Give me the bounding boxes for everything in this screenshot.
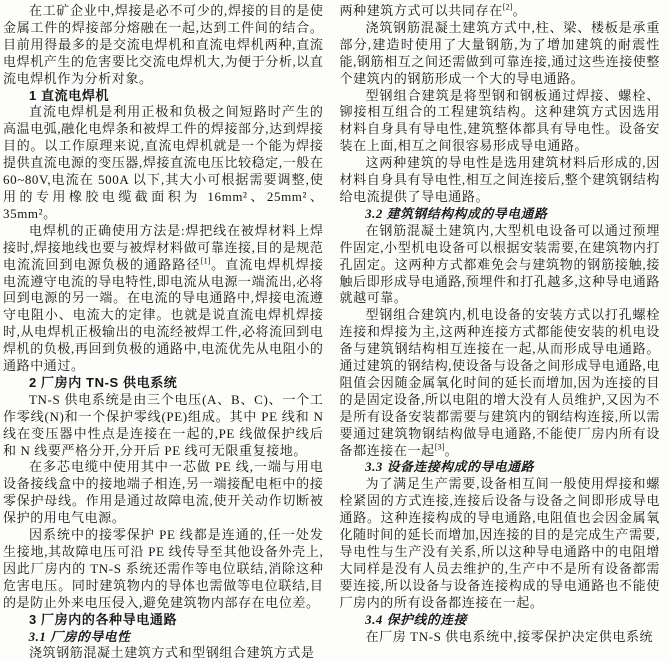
paragraph-building-conductivity-start: 浇筑钢筋混凝土建筑方式和型钢组合建筑方式是 <box>29 645 315 661</box>
reference-marker-3: [3] <box>434 441 445 452</box>
paragraph-embedded-fixing: 在钢筋混凝土建筑内,大型机电设备可以通过预埋件固定,小型机电设备可以根据安装需要,在建筑物内打孔固定。这两种方式都难免会与建筑物的钢筋接触,接触后即形成导电通路,预埋件和打孔越多,这种导电通路就越可靠。 <box>339 222 661 306</box>
paragraph-protective-line-start: 在厂房 TN-S 供电系统中,接零保护决定供电系统 <box>365 628 654 644</box>
paragraph-text: 。直流电焊机焊接电流遵守电流的导电特性,即电流从电源一端流出,必将回到电源的另一端。在电流的导电通路中,焊接电流遵守电阻小、电流大的定律。也就是说直流电焊机焊接时,从电焊机正极输出的电流经被焊工件,必将流回到电焊机的负极,再回到负极的通路中,电流优先从电阻小的通路中通过。 <box>3 256 324 374</box>
paragraph-steel-building: 型钢组合建筑是将型钢和钢板通过焊接、螺栓、铆接相互组合的工程建筑结构。这种建筑方式因选用材料自身具有导电性,建筑整体都具有导电性。设备安装在上面,相互之间很容易形成导电通路。 <box>339 87 660 154</box>
section-heading-1: 1 直流电焊机 <box>29 87 110 103</box>
paragraph-building-conductivity-cont <box>340 3 661 20</box>
paragraph-equipment-connection: 为了满足生产需要,设备相互间一般使用焊接和螺栓紧固的方式连接,连接后设备与设备之间即形成导电通路。这种连接构成的导电通路,电阻值也会因金属氧化随时间的延长而增加,因连接的目的是完成生产需要,导电性与生产没有关系,所以这种导电通路中的电阻增大同样是没有人员去维护的,生产中不是所有设备都需要连接,所以设备与设备连接构成的导电通路也不能使厂房内的所有设备都连接在一起。 <box>339 476 661 610</box>
paragraph-equipotential: 因系统中的接零保护 PE 线都是连通的,任一处发生接地,其故障电压可沿 PE 线传导至其他设备外壳上,因此厂房内的 TN-S 系统还需作等电位联结,消除这种危害电压。同时建筑物内的导体也需做等电位联结,目的是防止外来电压侵入,避免建筑物内部存在电位差。 <box>3 527 324 610</box>
paragraph-welder-usage <box>3 223 324 375</box>
subsection-heading-3-1: 3.1 厂房的导电性 <box>28 629 131 644</box>
paragraph-text: 两种建筑方式可以共同存在 <box>339 3 503 18</box>
reference-marker-1: [1] <box>200 255 211 266</box>
right-column <box>340 3 661 644</box>
paragraph-text: 型钢组合建筑内,机电设备的安装方式以打孔螺栓连接和焊接为主,这两种连接方式都能使安装的机电设备与建筑钢结构相互连接在一起,从而形成导电通路。通过建筑的钢结构,使设备与设备之间形成导电通路,电阻值会因随金属氧化时间的延长而增加,因为连接的目的是固定设备,所以电阻的增大没有人员维护,又因为不是所有设备安装都需要与建筑内的钢结构连接,所以需要通过建筑物钢结构做导电通路,不能使厂房内所有设备都连接在一起 <box>339 307 661 458</box>
subsection-heading-3-4: 3.4 保护线的连接 <box>365 612 468 627</box>
left-column <box>3 3 324 661</box>
section-heading-3: 3 厂房内的各种导电通路 <box>29 611 178 627</box>
subsection-heading-3-2: 3.2 建筑钢结构构成的导电通路 <box>365 206 548 221</box>
paragraph-text: 。 <box>512 3 527 18</box>
paragraph-pe-cable: 在多芯电缆中使用其中一芯做 PE 线,一端与用电设备接线盒中的接地端子相连,另一端接配电柜中的接零保护母线。作用是通过故障电流,使开关动作切断被保护的用电气电源。 <box>3 459 324 526</box>
reference-marker-2: [2] <box>502 1 513 12</box>
paragraph-tns-system: TN-S 供电系统是由三个电压(A、B、C)、一个工作零线(N)和一个保护零线(PE)组成。其中 PE 线和 N 线在变压器中性点是连接在一起的,PE 线做保护线后和 N 线要严格分开,分开后 PE 线可无限重复接地。 <box>3 391 324 458</box>
paragraph-steel-structure-path <box>340 307 661 459</box>
subsection-heading-3-3: 3.3 设备连接构成的导电通路 <box>365 460 535 475</box>
paragraph-both-conductive: 这两种建筑的导电性是选用建筑材料后形成的,因材料自身具有导电性,相互之间连接后,整个建筑钢结构给电流提供了导电通路。 <box>339 155 661 204</box>
paragraph-dc-welder: 直流电焊机是利用正极和负极之间短路时产生的高温电弧,融化电焊条和被焊工件的焊接部分,达到焊接目的。以工作原理来说,直流电焊机就是一个能为焊接提供直流电源的变压器,焊接直流电压比较稳定,一般在 60~80V,电流在 500A 以下,其大小可根据需要调整,使用的专用橡胶电缆截面积为 16mm²、25mm²、35mm²。 <box>3 104 324 221</box>
section-heading-2: 2 厂房内 TN-S 供电系统 <box>29 374 178 390</box>
paragraph-text: 电焊机的正确使用方法是:焊把线在被焊材料上焊接时,焊接地线也要与被焊材料做可靠连接,目的是规范电流流回到电源负极的通路路径 <box>3 222 324 272</box>
paragraph-text: 。 <box>444 442 459 458</box>
paragraph-concrete-building: 浇筑钢筋混凝土建筑方式中,柱、梁、楼板是承重部分,建造时使用了大量钢筋,为了增加建筑的耐震性能,钢筋相互之间还需做到可靠连接,通过这些连接使整个建筑内的钢筋形成一个大的导电通路。 <box>339 19 661 86</box>
paragraph-intro: 在工矿企业中,焊接是必不可少的,焊接的目的是使金属工件的焊接部分熔融在一起,达到工件间的结合。目前用得最多的是交流电焊机和直流电焊机两种,直流电焊机产生的危害要比交流电焊机大,为便于分析,以直流电焊机作为分析对象。 <box>3 3 324 86</box>
